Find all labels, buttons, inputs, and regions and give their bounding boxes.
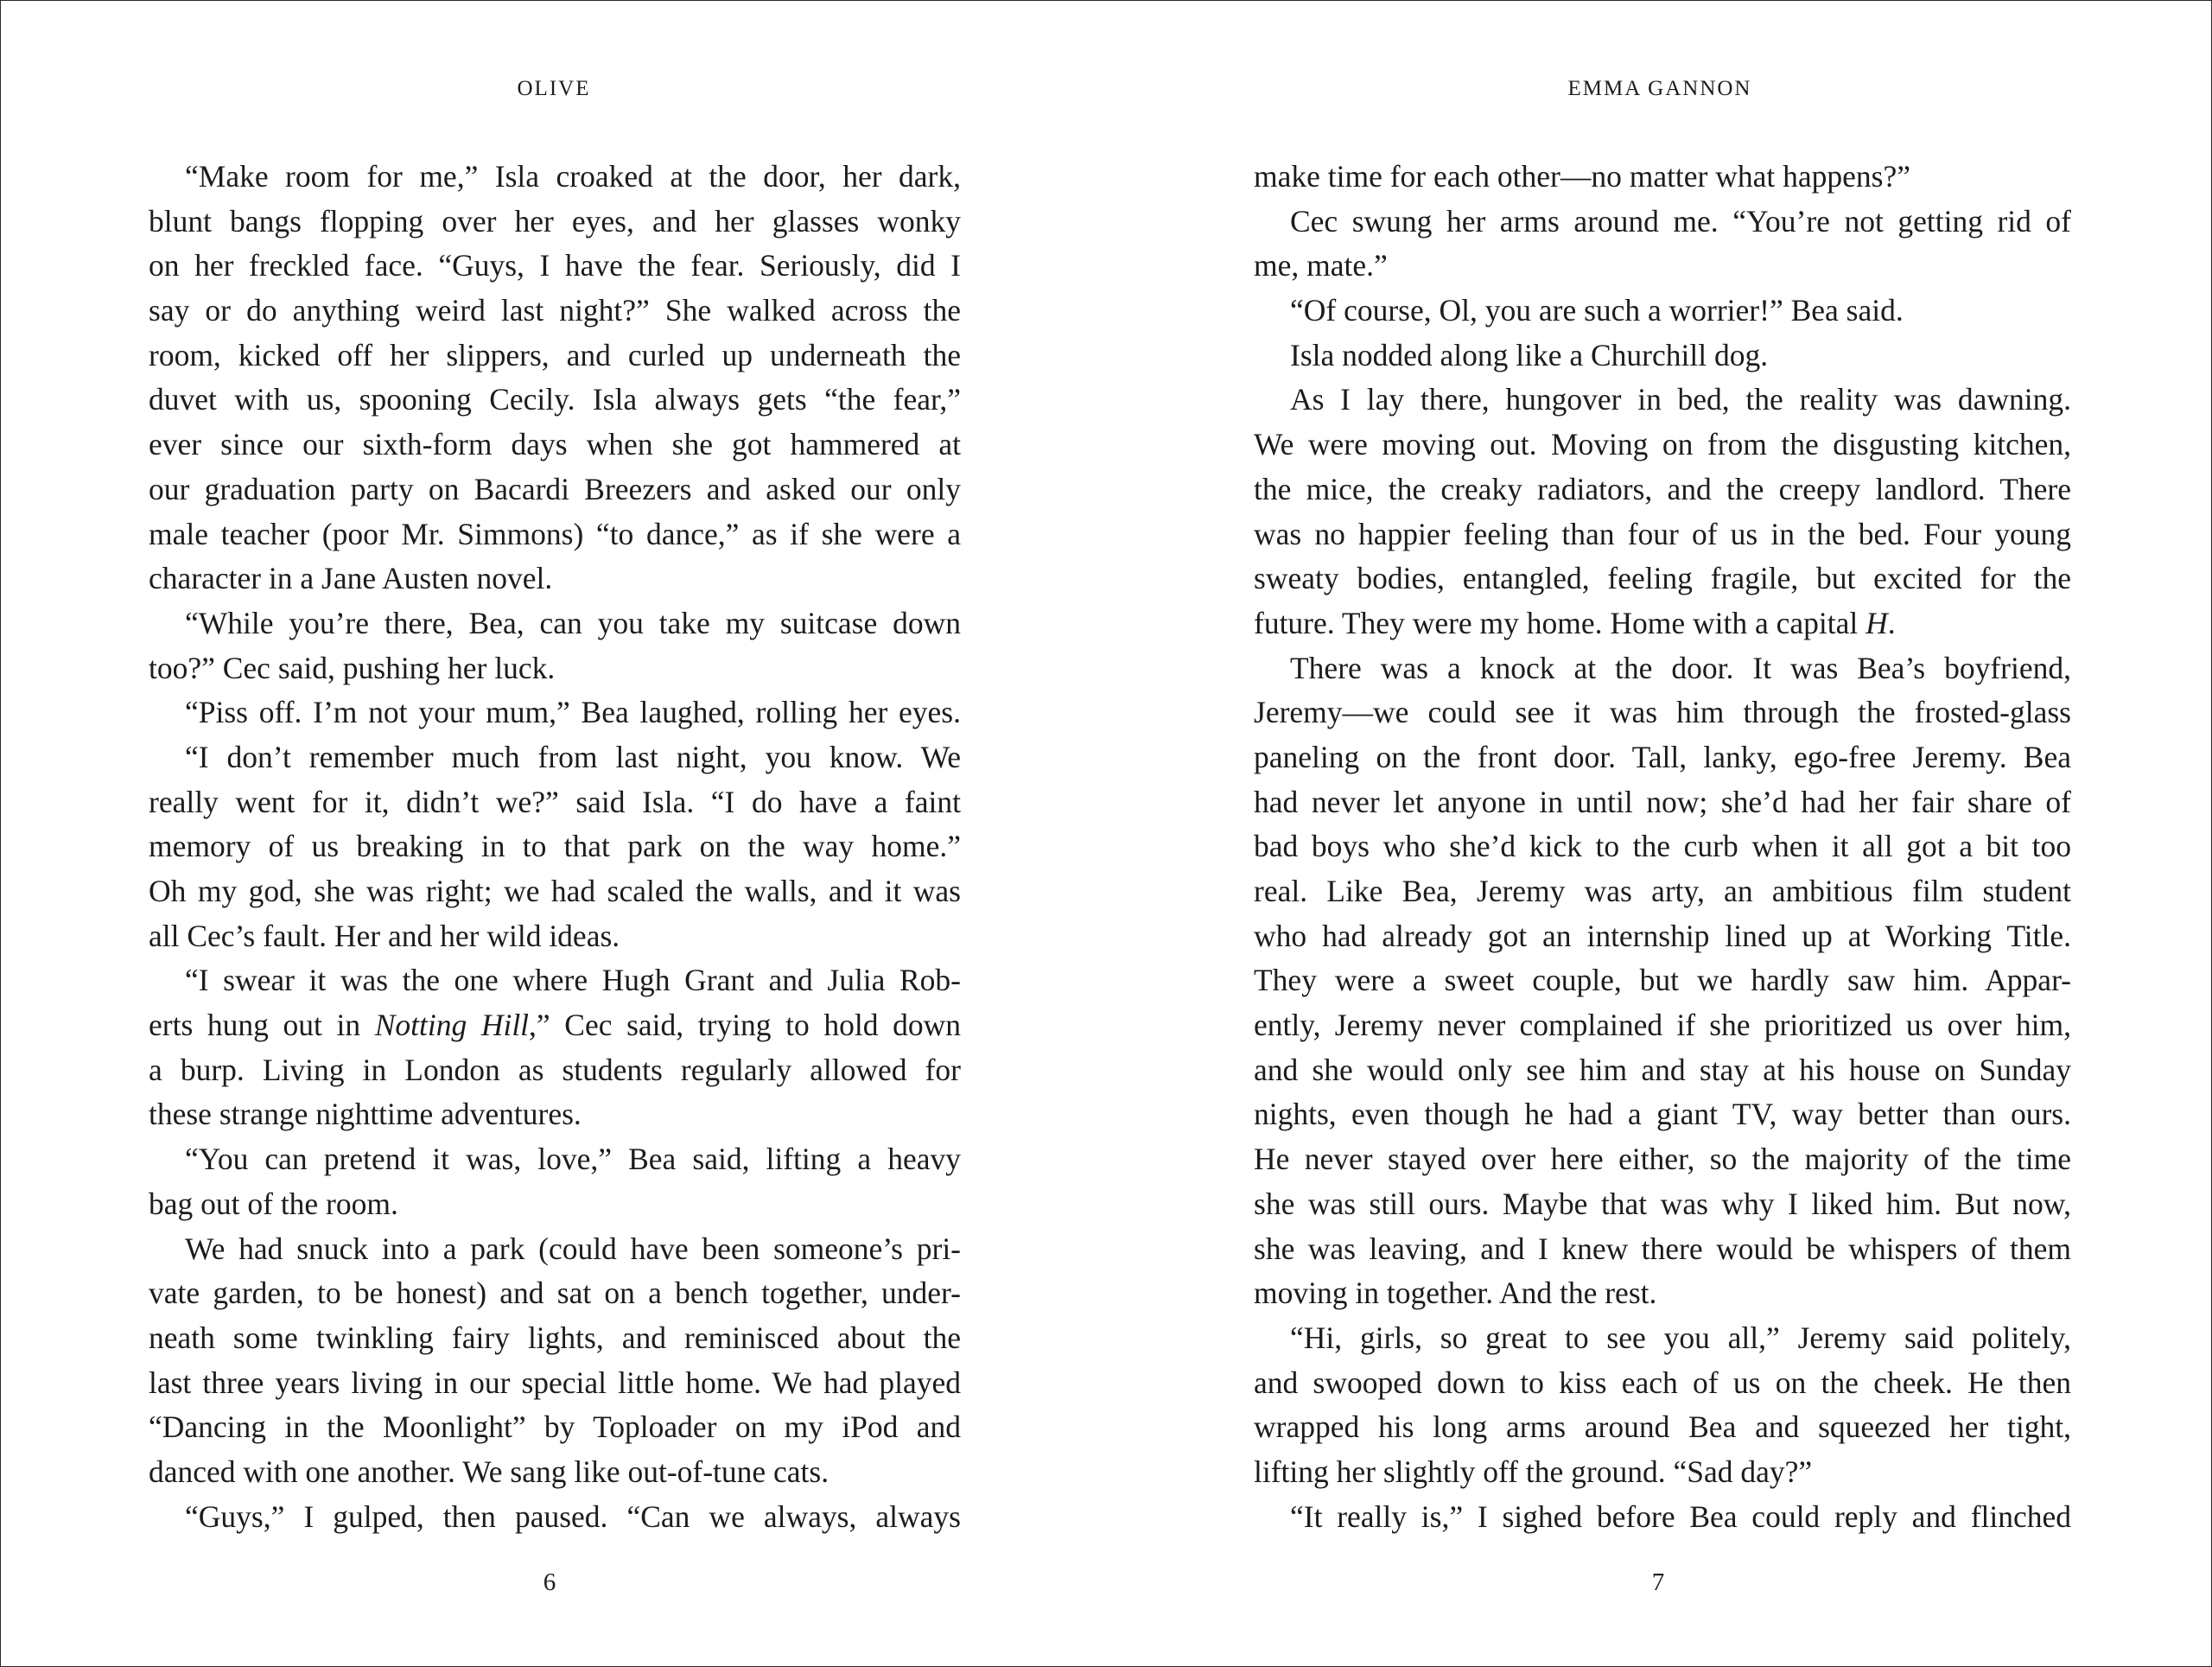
text-line: these strange nighttime adventures. — [149, 1097, 582, 1132]
text-line: wrapped his long arms around Bea and squeezed her tight, — [1254, 1409, 2071, 1445]
text-line: nights, even though he had a giant TV, way better than ours. — [1254, 1097, 2071, 1132]
text-line: character in a Jane Austen novel. — [149, 561, 553, 596]
text-line: all Cec’s fault. Her and her wild ideas. — [149, 918, 620, 953]
text-line: ently, Jeremy never complained if she prioritized us over him, — [1254, 1008, 2071, 1043]
text-line: “Make room for me,” Isla croaked at the door, her dark, — [185, 159, 961, 194]
text-line: and she would only see him and stay at his house on Sunday — [1254, 1052, 2071, 1087]
text-line: a burp. Living in London as students regularly allowed for — [149, 1052, 961, 1087]
text-line: and swooped down to kiss each of us on the cheek. He then — [1254, 1365, 2071, 1400]
text-line: bag out of the room. — [149, 1186, 398, 1221]
text-line: really went for it, didn’t we?” said Isla. “I do have a faint — [149, 784, 961, 819]
text-line: bad boys who she’d kick to the curb when it all got a bit too — [1254, 829, 2071, 864]
text-line: There was a knock at the door. It was Bea’s boyfriend, — [1290, 650, 2071, 685]
text-line: duvet with us, spooning Cecily. Isla always gets “the fear,” — [149, 382, 961, 417]
text-line: who had already got an internship lined up at Working Title. — [1254, 918, 2071, 953]
page-number-right: 7 — [1651, 1568, 1665, 1596]
text-line: They were a sweet couple, but we hardly saw him. Appar- — [1254, 963, 2071, 998]
text-line: Cec swung her arms around me. “You’re not getting rid of — [1290, 203, 2071, 239]
text-line: the mice, the creaky radiators, and the creepy landlord. There — [1254, 471, 2071, 506]
text-line: male teacher (poor Mr. Simmons) “to dance,” as if she were a — [149, 516, 961, 551]
text-line: real. Like Bea, Jeremy was arty, an ambitious film student — [1254, 874, 2071, 908]
right-page — [1107, 1, 2211, 1666]
text-line: make time for each other—no matter what happens?” — [1254, 159, 1910, 194]
text-line: “Dancing in the Moonlight” by Toploader on my iPod and — [149, 1409, 961, 1445]
text-line: last three years living in our special little home. We had played — [149, 1365, 961, 1400]
text-line: our graduation party on Bacardi Breezers and asked our only — [149, 471, 961, 506]
text-line: lifting her slightly off the ground. “Sad day?” — [1254, 1454, 1813, 1489]
text-run: future. They were my home. Home with a capital — [1254, 605, 1866, 640]
text-line: room, kicked off her slippers, and curled up underneath the — [149, 337, 961, 372]
text-line: “Of course, Ol, you are such a worrier!” Bea said. — [1290, 293, 1904, 328]
text-line: “I swear it was the one where Hugh Grant and Julia Rob- — [185, 963, 961, 998]
page-number-left: 6 — [543, 1568, 556, 1596]
text-line: she was still ours. Maybe that was why I liked him. But now, — [1254, 1186, 2071, 1221]
text-line: say or do anything weird last night?” She walked across the — [149, 293, 961, 328]
text-line: Isla nodded along like a Churchill dog. — [1290, 337, 1769, 372]
text-line: vate garden, to be honest) and sat on a bench together, under- — [149, 1276, 961, 1311]
text-line: We had snuck into a park (could have been someone’s pri- — [185, 1231, 961, 1266]
text-run: . — [1887, 605, 1896, 640]
text-line: danced with one another. We sang like out-of-tune cats. — [149, 1454, 830, 1489]
text-line: sweaty bodies, entangled, feeling fragile, but excited for the — [1254, 561, 2071, 596]
text-line: neath some twinkling fairy lights, and reminisced about the — [149, 1320, 961, 1355]
text-line: “It really is,” I sighed before Bea could reply and flinched — [1290, 1498, 2071, 1534]
text-line: Oh my god, she was right; we had scaled the walls, and it was — [149, 874, 961, 908]
text-line: He never stayed over here either, so the majority of the time — [1254, 1142, 2071, 1177]
text-line: too?” Cec said, pushing her luck. — [149, 650, 556, 685]
text-line: had never let anyone in until now; she’d had her fair share of — [1254, 784, 2071, 819]
text-run: erts hung out in — [149, 1008, 375, 1043]
text-line: blunt bangs flopping over her eyes, and her glasses wonky — [149, 203, 961, 239]
text-line: she was leaving, and I knew there would be whispers of them — [1254, 1231, 2071, 1266]
text-line: was no happier feeling than four of us in the bed. Four young — [1254, 516, 2071, 551]
running-head-left: OLIVE — [517, 77, 591, 100]
italic-text-run: H — [1866, 605, 1888, 640]
text-line: We were moving out. Moving on from the disgusting kitchen, — [1254, 427, 2071, 462]
text-line: “I don’t remember much from last night, you know. We — [185, 739, 961, 774]
text-line — [149, 1003, 961, 1048]
text-line: moving in together. And the rest. — [1254, 1276, 1657, 1311]
left-page — [1, 1, 1107, 1666]
text-line — [1254, 601, 2071, 646]
text-line: me, mate.” — [1254, 248, 1388, 283]
text-line: paneling on the front door. Tall, lanky, ego-free Jeremy. Bea — [1254, 739, 2071, 774]
right-page-text — [1254, 155, 2071, 1539]
text-line: “While you’re there, Bea, can you take my suitcase down — [185, 605, 961, 640]
text-line: memory of us breaking in to that park on the way home.” — [149, 829, 961, 864]
left-page-text — [149, 155, 961, 1539]
text-run: ,” Cec said, trying to hold down — [529, 1008, 962, 1043]
text-line: As I lay there, hungover in bed, the reality was dawning. — [1290, 382, 2071, 417]
running-head-right: EMMA GANNON — [1567, 77, 1752, 100]
text-line: on her freckled face. “Guys, I have the fear. Seriously, did I — [149, 248, 961, 283]
text-line: Jeremy—we could see it was him through the frosted-glass — [1254, 695, 2071, 730]
text-line: “Hi, girls, so great to see you all,” Jeremy said politely, — [1290, 1320, 2071, 1355]
text-line: “Piss off. I’m not your mum,” Bea laughed, rolling her eyes. — [185, 695, 961, 730]
text-line: ever since our sixth-form days when she got hammered at — [149, 427, 961, 462]
italic-text-run: Notting Hill — [374, 1008, 530, 1043]
text-line: “You can pretend it was, love,” Bea said, lifting a heavy — [185, 1142, 961, 1177]
text-line: “Guys,” I gulped, then paused. “Can we always, always — [185, 1498, 961, 1534]
